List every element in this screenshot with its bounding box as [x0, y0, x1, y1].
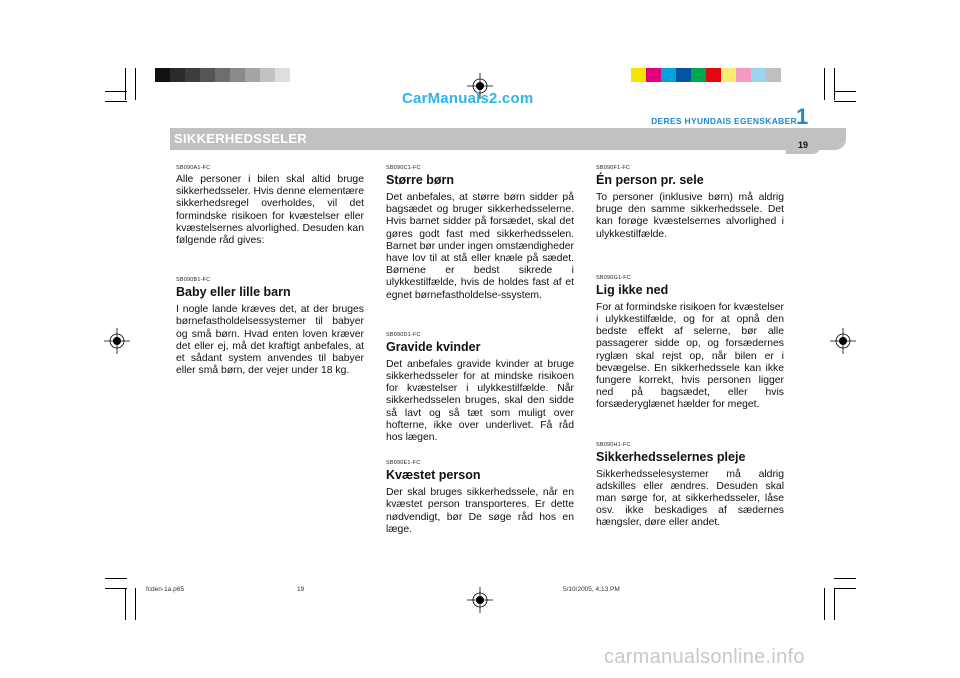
color-swatch — [275, 68, 290, 82]
crop-mark — [834, 578, 856, 579]
section-code: SB090F1-FC — [596, 165, 631, 171]
watermark: CarManuals2.com — [402, 90, 534, 107]
footer-date: 5/10/2005, 4:13 PM — [563, 586, 620, 593]
crop-mark — [105, 91, 127, 92]
color-swatch — [185, 68, 200, 82]
crop-mark — [834, 588, 835, 620]
column-3 — [596, 165, 784, 544]
color-swatch — [631, 68, 646, 82]
section-text: Alle personer i bilen skal altid bruge sikkerhedsseler. Hvis denne elementære sikkerhedsregel overholdes, vil det formindske risikoen for kvæstelser eller kvæstelsernes alvorlighed. Desuden kan følgende råd gives: — [176, 174, 364, 247]
section-text: Det anbefales, at større børn sidder på bagsædet og bruger sikkerhedsselerne. Hvis barnet sidder på forsædet, skal det gøres godt fast med sikkerhedsselen. Barnet bør under ingen omstændigheder have lov til at stå eller knæle på sædet. Børnene er bedst sikrede i ulykkestilfælde, hvis de holdes fast af et egnet børnefastholdelse-ssystem. — [386, 192, 574, 301]
column-1 — [176, 165, 364, 391]
section — [386, 332, 574, 444]
section — [386, 460, 574, 536]
section-code: SB090A1-FC — [176, 165, 211, 171]
section-heading: Baby eller lille barn — [176, 285, 291, 300]
section-text: Det anbefales gravide kvinder at bruge sikkerhedsseler for at mindske risikoen for kvæstelser i ulykkestilfælde. Når sikkerhedsselen bruges, skal den sidde så lavt og så tæt som muligt over hofterne, ikke over underlivet. Få råd hos lægen. — [386, 358, 574, 444]
crop-mark — [125, 68, 126, 100]
section-code: SB090E1-FC — [386, 460, 421, 467]
section-text: To personer (inklusive børn) må aldrig bruge den samme sikkerhedssele. Det kan forøge kvæstelsernes alvorlighed i ulykkestilfælde. — [596, 192, 784, 240]
section-code: SB090G1-FC — [596, 274, 632, 281]
section-heading: Sikkerhedsselernes pleje — [596, 449, 746, 464]
registration-mark-icon — [104, 328, 130, 354]
color-swatch — [230, 68, 245, 82]
footer-page: 19 — [297, 586, 305, 593]
section-heading: Større børn — [386, 173, 455, 187]
section-heading: Lig ikke ned — [596, 282, 669, 297]
section-text: Sikkerhedsselesystemer må aldrig adskilles eller ændres. Desuden skal man sørge for, at sikkerhedsseler, låse osv. ikke beskadiges af sædernes hængsler, døre eller andet. — [596, 468, 784, 529]
crop-mark — [135, 588, 136, 620]
color-swatch — [751, 68, 766, 82]
color-calibration-bar — [631, 68, 781, 82]
registration-mark-icon — [830, 328, 856, 354]
color-swatch — [736, 68, 751, 82]
section — [596, 275, 784, 412]
crop-mark — [834, 68, 835, 100]
section-title: SIKKERHEDSSELER — [174, 131, 308, 146]
section-heading: Én person pr. sele — [596, 173, 704, 187]
section-text: Der skal bruges sikkerhedssele, når en kvæstet person transporteres. Er dette nødvendigt, bør De søge råd hos en læge. — [386, 487, 574, 535]
section — [386, 165, 574, 302]
color-swatch — [766, 68, 781, 82]
crop-mark — [135, 68, 136, 100]
crop-mark — [105, 588, 127, 589]
color-swatch — [170, 68, 185, 82]
color-swatch — [691, 68, 706, 82]
gray-color-bar — [155, 68, 290, 82]
color-swatch — [245, 68, 260, 82]
color-swatch — [721, 68, 736, 82]
chapter-number: 1 — [796, 104, 809, 129]
chapter-name: DERES HYUNDAIS EGENSKABER — [651, 116, 797, 126]
column-2 — [386, 165, 574, 550]
crop-mark — [125, 588, 126, 620]
page-number: 19 — [786, 136, 820, 154]
section — [176, 165, 364, 247]
color-swatch — [706, 68, 721, 82]
color-swatch — [646, 68, 661, 82]
crop-mark — [105, 578, 127, 579]
section-text: For at formindske risikoen for kvæstelser i ulykkestilfælde, og for at opnå den bedste effekt af selerne, bør alle passagerer sidde op, og forsædernes ryglæn skal rejst op, når bilen er i bevægelse. En sikkerhedssele kan ikke fungere korrekt, hvis personen ligger ned på bagsædet, eller hvis forsæderyglænet hælder for meget. — [596, 301, 784, 411]
color-swatch — [661, 68, 676, 82]
section-code: SB090C1-FC — [386, 165, 421, 171]
crop-mark — [834, 91, 856, 92]
crop-mark — [834, 101, 856, 102]
section — [176, 277, 364, 377]
color-swatch — [676, 68, 691, 82]
crop-mark — [824, 588, 825, 620]
section — [596, 442, 784, 530]
section-text: I nogle lande kræves det, at der bruges børnefastholdelsessystemer til babyer og små børn. Hvad enten loven kræver det eller ej, må det kraftigt anbefales, at et sådant system anvendes til babyer eller små børn, der vejer under 18 kg. — [176, 304, 364, 377]
color-swatch — [215, 68, 230, 82]
crop-mark — [105, 101, 127, 102]
footer-file: fcden-1a.p65 — [146, 586, 184, 593]
section-heading: Kvæstet person — [386, 468, 481, 483]
color-swatch — [200, 68, 215, 82]
crop-mark — [824, 68, 825, 100]
color-swatch — [260, 68, 275, 82]
section-code: SB090B1-FC — [176, 277, 211, 284]
color-swatch — [155, 68, 170, 82]
crop-mark — [834, 588, 856, 589]
section-code: SB090H1-FC — [596, 441, 631, 448]
section-heading: Gravide kvinder — [386, 339, 481, 354]
registration-mark-icon — [467, 587, 493, 613]
bottom-watermark: carmanualsonline.info — [604, 646, 805, 668]
section-code: SB090D1-FC — [386, 331, 421, 338]
section — [596, 165, 784, 241]
